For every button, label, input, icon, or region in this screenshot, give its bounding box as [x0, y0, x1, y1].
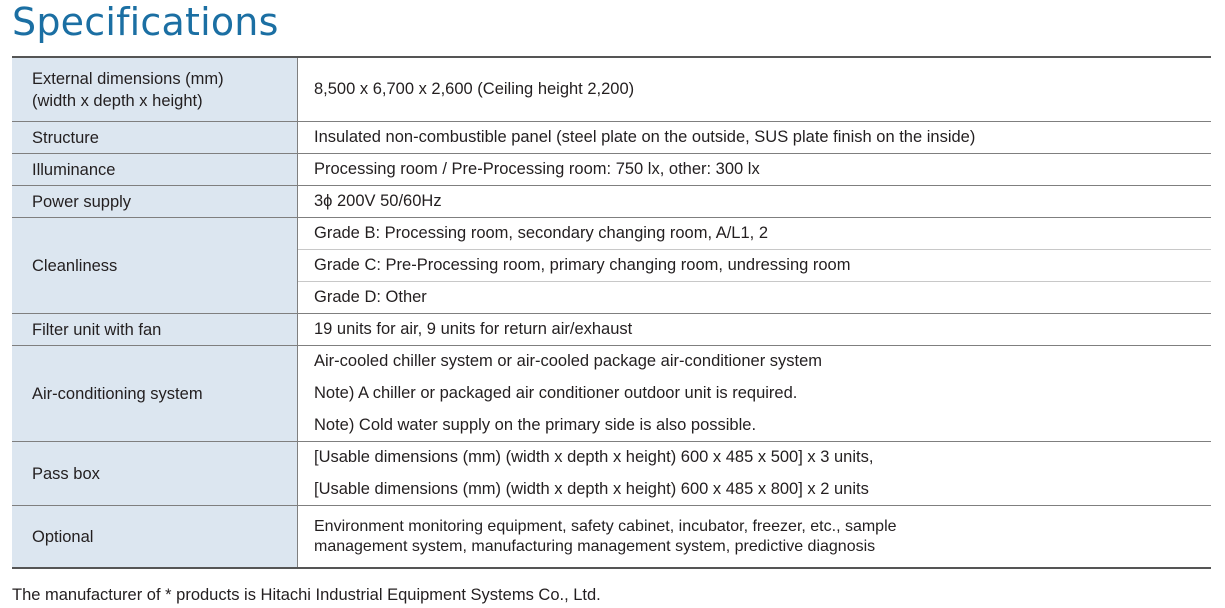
row-value: Air-cooled chiller system or air-cooled package air-conditioner system: [314, 352, 823, 370]
row-value: Note) Cold water supply on the primary side is also possible.: [314, 415, 757, 434]
row-values: [298, 218, 1211, 313]
row-value: [Usable dimensions (mm) (width x depth x height) 600 x 485 x 500] x 3 units,: [314, 448, 874, 466]
row-values: [298, 346, 1211, 441]
specifications-table: [12, 56, 1211, 569]
row-value: Grade B: Processing room, secondary changing room, A/L1, 2: [298, 218, 1211, 250]
table-row: [12, 58, 1211, 122]
table-row: [12, 506, 1211, 567]
row-values: [298, 186, 1211, 217]
row-value: Grade C: Pre-Processing room, primary changing room, undressing room: [298, 250, 1211, 282]
row-values: [298, 122, 1211, 153]
row-label: Power supply: [12, 186, 298, 217]
row-value: 3ϕ 200V 50/60Hz: [314, 192, 442, 210]
row-values: [298, 506, 1211, 567]
row-label: Illuminance: [12, 154, 298, 185]
row-value: Note) A chiller or packaged air conditioner outdoor unit is required.: [314, 383, 798, 402]
row-value: 8,500 x 6,700 x 2,600 (Ceiling height 2,200): [314, 80, 635, 98]
table-row: [12, 346, 1211, 442]
row-values: [298, 58, 1211, 121]
table-row: [12, 186, 1211, 218]
row-label: Air-conditioning system: [12, 346, 298, 441]
table-row: [12, 314, 1211, 346]
row-values: [298, 314, 1211, 345]
row-value: Processing room / Pre-Processing room: 750 lx, other: 300 lx: [314, 160, 760, 178]
row-value: Environment monitoring equipment, safety cabinet, incubator, freezer, etc., sample management system, manufacturing management system, predictive diagnosis: [314, 517, 897, 555]
table-row: [12, 218, 1211, 314]
row-label: Structure: [12, 122, 298, 153]
page-title: Specifications: [12, 0, 279, 44]
row-label: Optional: [12, 506, 298, 567]
row-label: External dimensions (mm) (width x depth x height): [12, 58, 298, 121]
table-row: [12, 442, 1211, 506]
row-values: [298, 154, 1211, 185]
table-row: [12, 154, 1211, 186]
row-value: [Usable dimensions (mm) (width x depth x height) 600 x 485 x 800] x 2 units: [314, 479, 869, 498]
row-label: Filter unit with fan: [12, 314, 298, 345]
row-value: Grade D: Other: [314, 288, 427, 306]
row-values: [298, 442, 1211, 505]
row-value: Insulated non-combustible panel (steel plate on the outside, SUS plate finish on the inside): [314, 128, 976, 146]
row-label: Cleanliness: [12, 218, 298, 313]
row-value: 19 units for air, 9 units for return air/exhaust: [314, 320, 633, 338]
footnote: The manufacturer of * products is Hitachi Industrial Equipment Systems Co., Ltd.: [12, 586, 601, 604]
table-row: [12, 122, 1211, 154]
row-label: Pass box: [12, 442, 298, 505]
